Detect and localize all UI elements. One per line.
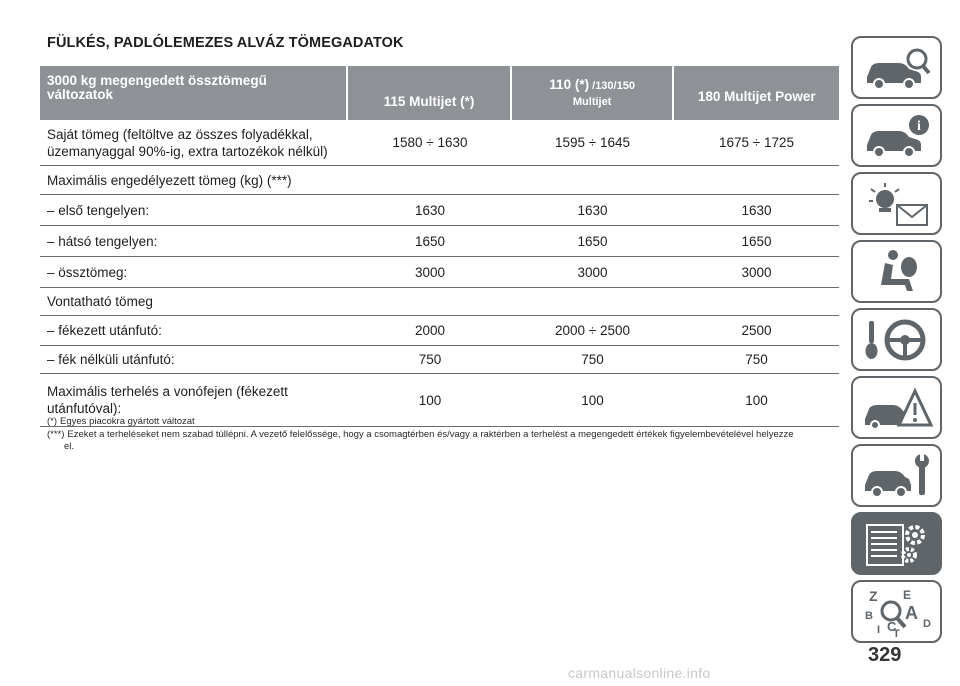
footnote — [47, 429, 839, 441]
svg-text:i: i — [916, 118, 921, 134]
row-label: – össztömeg: — [47, 264, 128, 280]
chapter-tab-servicing[interactable] — [851, 444, 942, 507]
header-115-multijet: 115 Multijet (*) — [348, 66, 510, 120]
header-version — [40, 66, 346, 120]
row-label: – első tengelyen: — [47, 202, 150, 218]
row-label-cont: üzemanyaggal 90%-ig, extra tartozékok nélkül) — [47, 143, 328, 159]
row-label-cont: utánfutóval): — [47, 401, 122, 416]
svg-text:I: I — [876, 623, 880, 636]
svg-text:Z: Z — [868, 587, 878, 604]
svg-text:C: C — [886, 618, 896, 634]
table-row — [40, 316, 839, 346]
chapter-tab-dashboard[interactable] — [851, 104, 942, 167]
cell-value: 2000 ÷ 2500 — [555, 323, 630, 338]
header-col2-small: /130/150 — [589, 79, 635, 92]
cell-value: 1630 — [741, 202, 772, 218]
chapter-nav — [851, 36, 942, 648]
chapter-tab-technical-data[interactable] — [851, 512, 942, 575]
header-col2-main: 110 (*) — [549, 76, 590, 92]
cell-value: 3000 — [741, 264, 772, 280]
cell-value: 1630 — [577, 202, 608, 218]
footnote-text: Egyes piacokra gyártott változat — [60, 416, 195, 427]
table-row — [40, 226, 839, 257]
cell-value: 1595 ÷ 1645 — [555, 135, 630, 150]
cell-value: 750 — [418, 352, 442, 367]
table-header — [40, 66, 839, 120]
chapter-tab-warning-lights[interactable] — [851, 172, 942, 235]
technical-data-gear-icon — [857, 517, 937, 571]
car-info-icon — [857, 109, 937, 163]
car-warning-triangle-icon — [857, 381, 937, 435]
row-label: Vontatható tömeg — [47, 294, 153, 309]
car-search-icon — [857, 41, 937, 95]
car-wrench-icon — [857, 449, 937, 503]
cell-value: 100 — [581, 392, 604, 408]
header-110-130-150-multijet — [512, 66, 673, 120]
chapter-tab-emergency[interactable] — [851, 376, 942, 439]
alphabetical-index-icon — [857, 585, 937, 639]
cell-value: 750 — [581, 352, 604, 367]
cell-value: 750 — [745, 352, 768, 367]
row-label: Maximális engedélyezett tömeg (kg) (***) — [47, 172, 292, 188]
cell-value: 1630 — [414, 202, 446, 218]
table-row — [40, 120, 839, 166]
header-version-line2: változatok — [47, 87, 114, 102]
cell-value: 100 — [418, 392, 442, 408]
chapter-tab-starting-driving[interactable] — [851, 308, 942, 371]
table-row — [40, 195, 839, 226]
footnote-text: Ezeket a terheléseket nem szabad túllépni. A vezető felelőssége, hogy a csomagtérben és/vagy a raktérben a terhelést a megengedett értékek figyelembevételével helyezze — [67, 428, 794, 440]
row-label: – fékezett utánfutó: — [47, 323, 162, 338]
svg-text:A: A — [904, 602, 918, 623]
row-label: Maximális terhelés a vonófejen (fékezett — [47, 384, 288, 399]
chapter-tab-index[interactable] — [851, 580, 942, 643]
row-label: – hátsó tengelyen: — [47, 233, 158, 249]
table-row — [40, 257, 839, 288]
svg-text:D: D — [922, 617, 931, 630]
table-row — [40, 166, 839, 195]
warning-light-message-icon — [857, 177, 937, 231]
svg-text:T: T — [892, 627, 900, 639]
header-col2-line2: Multijet — [572, 95, 612, 108]
table-row — [40, 288, 839, 316]
chapter-tab-safety[interactable] — [851, 240, 942, 303]
page-number: 329 — [868, 644, 902, 666]
cell-value: 2000 — [414, 323, 446, 338]
row-label: Saját tömeg (feltöltve az összes folyadékkal, — [47, 126, 313, 142]
cell-value: 3000 — [414, 264, 446, 280]
watermark: carmanualsonline.info — [568, 665, 711, 681]
cell-value: 3000 — [577, 264, 608, 280]
cell-value: 2500 — [741, 323, 772, 338]
cell-value: 1650 — [741, 233, 772, 249]
row-label: – fék nélküli utánfutó: — [47, 352, 175, 367]
seat-airbag-icon — [857, 245, 937, 299]
footnote-marker: (*) — [47, 416, 58, 427]
key-steering-wheel-icon — [857, 313, 937, 367]
cell-value: 1650 — [577, 233, 608, 249]
svg-text:E: E — [902, 587, 911, 602]
cell-value: 1650 — [414, 233, 446, 249]
header-version-line1: 3000 kg megengedett össztömegű — [47, 73, 267, 88]
footnote-marker: (***) — [47, 428, 65, 440]
header-180-multijet-power: 180 Multijet Power — [674, 66, 839, 120]
table-row — [40, 346, 839, 374]
cell-value: 100 — [745, 392, 768, 408]
chapter-tab-knowing-car[interactable] — [851, 36, 942, 99]
footnotes — [47, 416, 839, 454]
svg-text:B: B — [864, 609, 873, 622]
page-title: FÜLKÉS, PADLÓLEMEZES ALVÁZ TÖMEGADATOK — [47, 35, 404, 51]
footnote — [47, 416, 839, 428]
footnote-text-cont: el. — [64, 441, 75, 452]
cell-value: 1580 ÷ 1630 — [392, 135, 468, 150]
mass-data-table — [40, 66, 839, 427]
cell-value: 1675 ÷ 1725 — [719, 135, 794, 150]
